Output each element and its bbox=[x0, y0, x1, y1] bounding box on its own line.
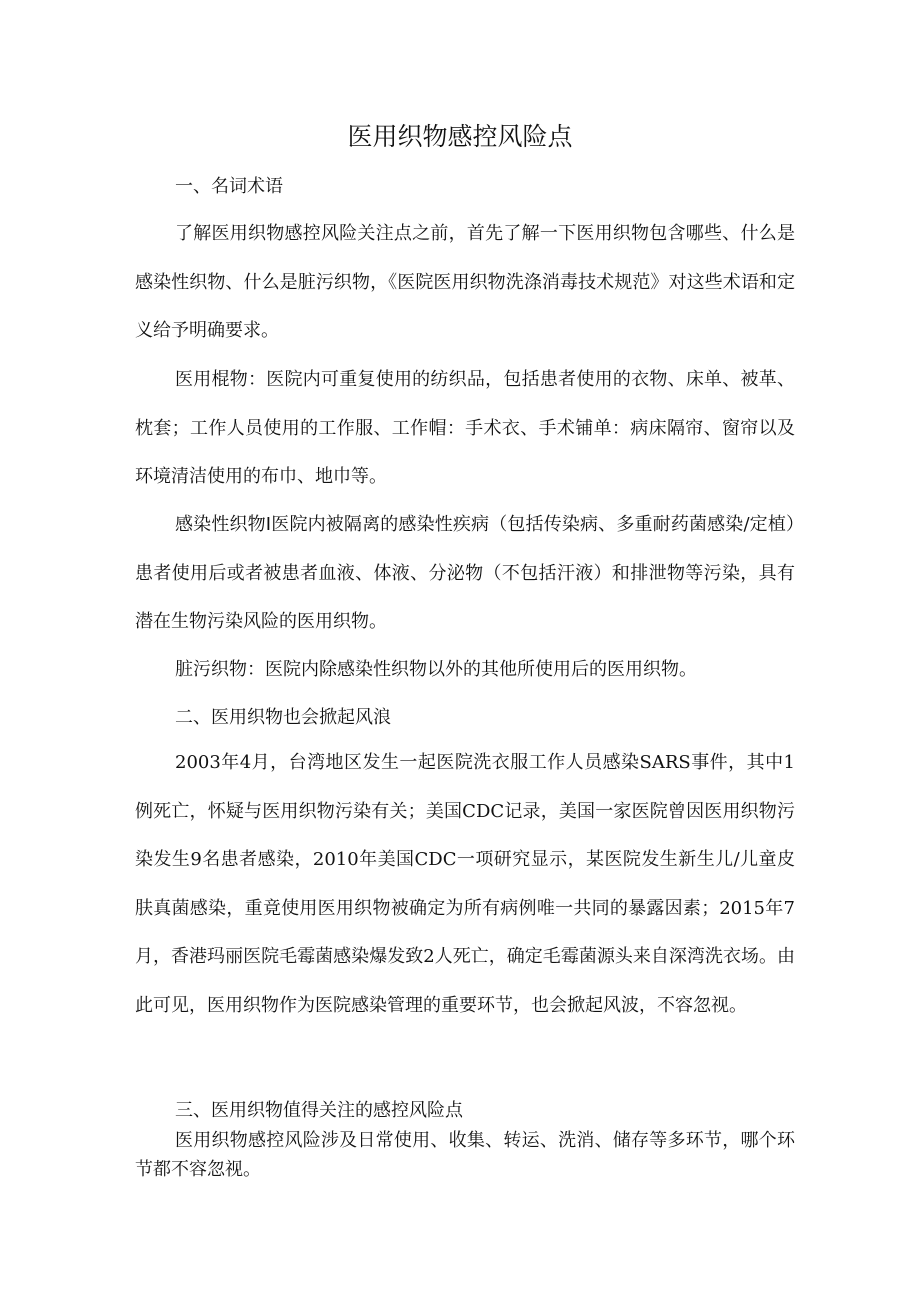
definition-medical-textile-term: 棍物 bbox=[211, 369, 248, 390]
section-2-heading: 二、医用织物也会掀起风浪 bbox=[175, 707, 391, 728]
definition-soiled-textile-term: 脏污织物 bbox=[175, 659, 247, 680]
definition-medical-textile-text: ：医院内可重复使用的纺织品，包括患者使用的衣物、床单、被革、枕套；工作人员使用的工作服、工作帽：手术衣、手术铺单：病床隔帘、窗帘以及环境清洁使用的布巾、地巾等。 bbox=[135, 369, 796, 487]
definition-soiled-textile-paragraph bbox=[135, 646, 795, 695]
section-1-heading: 一、名词术语 bbox=[175, 176, 283, 197]
definition-soiled-textile-text: ：医院内除感染性织物以外的其他所使用后的医用织物。 bbox=[247, 659, 697, 680]
section-2-body-paragraph: 2003年4月，台湾地区发生一起医院洗衣服工作人员感染SARS事件，其中1例死亡，怀疑与医用织物污染有关；美国CDC记录，美国一家医院曾因医用织物污染发生9名患者感染，2010年美国CDC一项研究显示，某医院发生新生儿/儿童皮肤真菌感染，重竟使用医用织物被确定为所有病例唯一共同的暴露因素；2015年7月，香港玛丽医院毛霉菌感染爆发致2人死亡，确定毛霉菌源头来自深湾洗衣场。由此可见，医用织物作为医院感染管理的重要环节，也会掀起风波，不容忽视。 bbox=[135, 752, 795, 1016]
definition-infectious-textile-paragraph bbox=[135, 501, 795, 647]
definition-medical-textile-paragraph bbox=[135, 356, 795, 502]
definition-infectious-textile-term: 感染性织物I bbox=[175, 514, 272, 535]
section-1-intro-paragraph: 了解医用织物感控风险关注点之前，首先了解一下医用织物包含哪些、什么是感染性织物、什么是脏污织物，《医院医用织物洗涤消毒技术规范》对这些术语和定义给予明确要求。 bbox=[135, 223, 795, 341]
section-3-body-paragraph: 医用织物感控风险涉及日常使用、收集、转运、洗消、储存等多环节，哪个环节都不容忽视。 bbox=[135, 1130, 795, 1180]
definition-medical-textile-lead: 医用 bbox=[175, 369, 212, 390]
document-title: 医用织物感控风险点 bbox=[347, 122, 573, 151]
section-3-heading: 三、医用织物值得关注的感控风险点 bbox=[175, 1100, 463, 1121]
definition-infectious-textile-text: 医院内被隔离的感染性疾病（包括传染病、多重耐药菌感染/定植）患者使用后或者被患者血液、体液、分泌物（不包括汗液）和排泄物等污染，具有潜在生物污染风险的医用织物。 bbox=[135, 514, 796, 632]
